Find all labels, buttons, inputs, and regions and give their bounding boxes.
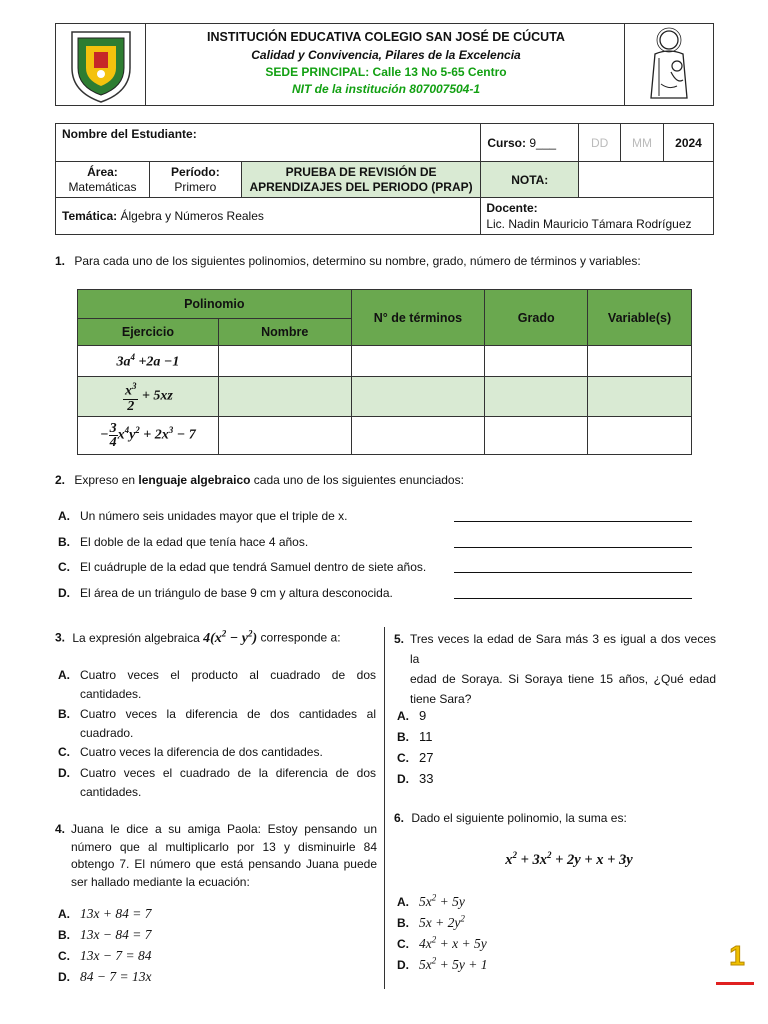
area-value: Matemáticas [68, 179, 137, 194]
q4-equation: 13x − 84 = 7 [80, 927, 152, 942]
q4-letter: C. [58, 949, 70, 963]
q2-number: 2. [55, 473, 66, 487]
polynomial-1: $3a^4 +2a -1$ [78, 346, 219, 377]
nombre-cell[interactable] [218, 346, 351, 377]
header-institution: INSTITUCIÓN EDUCATIVA COLEGIO SAN JOSÉ DE CÚCUTA [207, 30, 565, 44]
q2-item-text: Un número seis unidades mayor que el triple de x. [80, 509, 348, 523]
q2-item [58, 560, 698, 574]
q5-option[interactable] [397, 750, 433, 765]
area-label: Área: [87, 164, 118, 179]
tematica-value: Álgebra y Números Reales [120, 209, 264, 223]
q6-answer: $4x^2 + x + 5y$ [419, 934, 487, 951]
q4-option[interactable] [58, 948, 151, 964]
q5-value: 33 [419, 771, 434, 786]
q5-option[interactable] [397, 708, 426, 723]
q3-option-line2: cuadrado. [80, 726, 134, 740]
docente-label: Docente: [486, 201, 538, 215]
q2-item-text: El cuádruple de la edad que tendrá Samuel dentro de siete años. [80, 560, 427, 574]
q4-equation: 13x + 84 = 7 [80, 906, 152, 921]
curso-value[interactable]: 9___ [529, 135, 557, 150]
q2-letter: D. [58, 586, 70, 600]
q2-letter: A. [58, 509, 70, 523]
q5-line: edad de Soraya. Si Soraya tiene 15 años, ¿Qué edad [410, 672, 716, 686]
q6-option[interactable] [397, 913, 465, 931]
q2-item-text: El área de un triángulo de base 9 cm y altura desconocida. [80, 586, 393, 600]
curso-label: Curso: [487, 135, 526, 150]
q6-answer: $5x + 2y^2$ [419, 913, 465, 930]
q5-value: 9 [419, 708, 427, 723]
q6-option[interactable] [397, 934, 487, 952]
q3-option-line1: Cuatro veces la diferencia de dos cantidades al [80, 707, 376, 721]
q3-number: 3. [55, 630, 66, 645]
page-number-underline [716, 982, 754, 985]
page-number: 1 [729, 940, 745, 971]
header-ejercicio: Ejercicio [78, 319, 219, 346]
q6-polynomial: $x^2 + 3x^2 + 2y + x + 3y$ [505, 850, 633, 868]
saint-image [624, 24, 713, 105]
q3-option-line2: cantidades. [80, 785, 142, 799]
q4-option[interactable] [58, 906, 151, 922]
variables-cell[interactable] [588, 377, 692, 417]
tematica-label: Temática: [62, 209, 118, 223]
nota-field[interactable] [579, 162, 714, 198]
q3-option[interactable] [58, 743, 376, 762]
q6-option[interactable] [397, 955, 487, 973]
q5-letter: A. [397, 709, 409, 723]
q2-item [58, 509, 698, 523]
student-name-label: Nombre del Estudiante: [62, 127, 197, 141]
q3-letter: C. [58, 745, 70, 759]
q6-number: 6. [394, 811, 405, 825]
header-grado: Grado [485, 290, 588, 346]
q4-option[interactable] [58, 927, 151, 943]
q4-equation: 13x − 7 = 84 [80, 948, 152, 963]
question-4 [55, 821, 377, 891]
q3-text-pre: La expresión algebraica [72, 630, 200, 645]
q6-answer: $5x^2 + 5y$ [419, 892, 465, 909]
question-2 [55, 473, 715, 487]
header-nombre: Nombre [218, 319, 351, 346]
terminos-cell[interactable] [351, 417, 485, 455]
polynomial-table [77, 289, 692, 455]
q6-answer: $5x^2 + 5y + 1$ [419, 955, 488, 972]
grado-cell[interactable] [485, 346, 588, 377]
q3-option-line1: Cuatro veces el producto al cuadrado de dos [80, 668, 376, 682]
table-row [78, 417, 692, 455]
q3-option[interactable] [58, 764, 376, 802]
q4-option[interactable] [58, 969, 151, 985]
nota-label: NOTA: [481, 162, 579, 198]
question-6 [394, 811, 716, 825]
polynomial-3: − $\frac{3}{4}$ $x^4y^2 + 2x^3 - 7$ [78, 417, 219, 455]
q2-text-post: cada uno de los siguientes enunciados: [250, 473, 464, 487]
docente-value: Lic. Nadin Mauricio Támara Rodríguez [486, 217, 692, 231]
q3-option-line1: Cuatro veces la diferencia de dos cantidades. [80, 745, 323, 759]
q2-item [58, 535, 698, 549]
school-logo [56, 24, 146, 105]
q5-letter: B. [397, 730, 409, 744]
answer-line[interactable] [454, 547, 692, 548]
header-variables: Variable(s) [588, 290, 692, 346]
q4-line: obtengo 7. El número que está pensando Juana puede [71, 857, 377, 871]
q4-equation: 84 − 7 = 13x [80, 969, 152, 984]
column-divider [384, 627, 385, 989]
q5-letter: D. [397, 772, 409, 786]
header-sede: SEDE PRINCIPAL: Calle 13 No 5-65 Centro [265, 65, 507, 79]
answer-line[interactable] [454, 572, 692, 573]
day-field[interactable]: DD [579, 124, 621, 162]
grado-cell[interactable] [485, 417, 588, 455]
q2-letter: C. [58, 560, 70, 574]
q3-letter: A. [58, 668, 70, 682]
question-3 [55, 628, 385, 647]
grado-cell[interactable] [485, 377, 588, 417]
table-row [78, 346, 692, 377]
month-field[interactable]: MM [621, 124, 664, 162]
test-title-line2: APRENDIZAJES DEL PERIODO (PRAP) [249, 179, 473, 194]
q3-option-line1: Cuatro veces el cuadrado de la diferencia de dos [80, 766, 376, 780]
q3-text-post: corresponde a: [260, 630, 341, 645]
q3-letter: D. [58, 766, 70, 780]
nombre-cell[interactable] [218, 377, 351, 417]
year-field: 2024 [664, 124, 714, 162]
nombre-cell[interactable] [218, 417, 351, 455]
q5-letter: C. [397, 751, 409, 765]
answer-line[interactable] [454, 598, 692, 599]
q4-line: Juana le dice a su amiga Paola: Estoy pensando un [71, 822, 377, 836]
q4-line: número que al multiplicarlo por 13 y disminuirle 84 [71, 839, 377, 854]
q3-option[interactable] [58, 666, 376, 704]
q2-text-pre: Expreso en [74, 473, 139, 487]
q2-item [58, 586, 698, 600]
q6-letter: D. [397, 957, 409, 972]
q2-text-bold: lenguaje algebraico [138, 473, 251, 487]
q4-number: 4. [55, 822, 66, 836]
header-terminos: N° de términos [351, 290, 485, 346]
q6-option[interactable] [397, 892, 465, 910]
q4-letter: B. [58, 928, 70, 942]
polynomial-2: $\frac{x^3}{2}$ + 5xz [78, 377, 219, 417]
answer-line[interactable] [454, 521, 692, 522]
periodo-label: Período: [171, 164, 220, 179]
q5-value: 27 [419, 750, 434, 765]
question-5 [394, 629, 716, 709]
q2-item-text: El doble de la edad que tenía hace 4 años. [80, 535, 309, 549]
q4-line: ser hallado mediante la ecuación: [71, 874, 250, 889]
test-title-line1: PRUEBA DE REVISIÓN DE [285, 164, 437, 179]
q5-line: Tres veces la edad de Sara más 3 es igual a dos veces la [410, 632, 716, 666]
header-box [55, 23, 714, 106]
q5-option[interactable] [397, 729, 433, 744]
q4-letter: A. [58, 907, 70, 921]
q5-option[interactable] [397, 771, 433, 786]
q3-option-line2: cantidades. [80, 687, 142, 701]
variables-cell[interactable] [588, 417, 692, 455]
q6-letter: A. [397, 894, 409, 909]
terminos-cell[interactable] [351, 377, 485, 417]
q3-option[interactable] [58, 705, 376, 743]
periodo-value: Primero [174, 179, 217, 194]
header-motto: Calidad y Convivencia, Pilares de la Excelencia [251, 48, 521, 62]
q1-text: Para cada uno de los siguientes polinomios, determino su nombre, grado, número de términos y variables: [74, 254, 641, 268]
student-info-table [55, 123, 714, 235]
q3-expression: $4(x^2 - y^2)$ [203, 628, 258, 646]
q6-text: Dado el siguiente polinomio, la suma es: [411, 811, 627, 825]
q3-letter: B. [58, 707, 70, 721]
terminos-cell[interactable] [351, 346, 485, 377]
q6-letter: C. [397, 936, 409, 951]
table-row [78, 377, 692, 417]
q1-number: 1. [55, 254, 66, 268]
q4-letter: D. [58, 970, 70, 984]
header-nit: NIT de la institución 807007504-1 [291, 82, 481, 96]
q5-line: tiene Sara? [410, 692, 472, 706]
q5-value: 11 [419, 729, 433, 744]
variables-cell[interactable] [588, 346, 692, 377]
question-1 [55, 254, 715, 268]
header-polinomio: Polinomio [78, 290, 352, 319]
q5-number: 5. [394, 632, 405, 646]
q2-letter: B. [58, 535, 70, 549]
q6-letter: B. [397, 915, 409, 930]
